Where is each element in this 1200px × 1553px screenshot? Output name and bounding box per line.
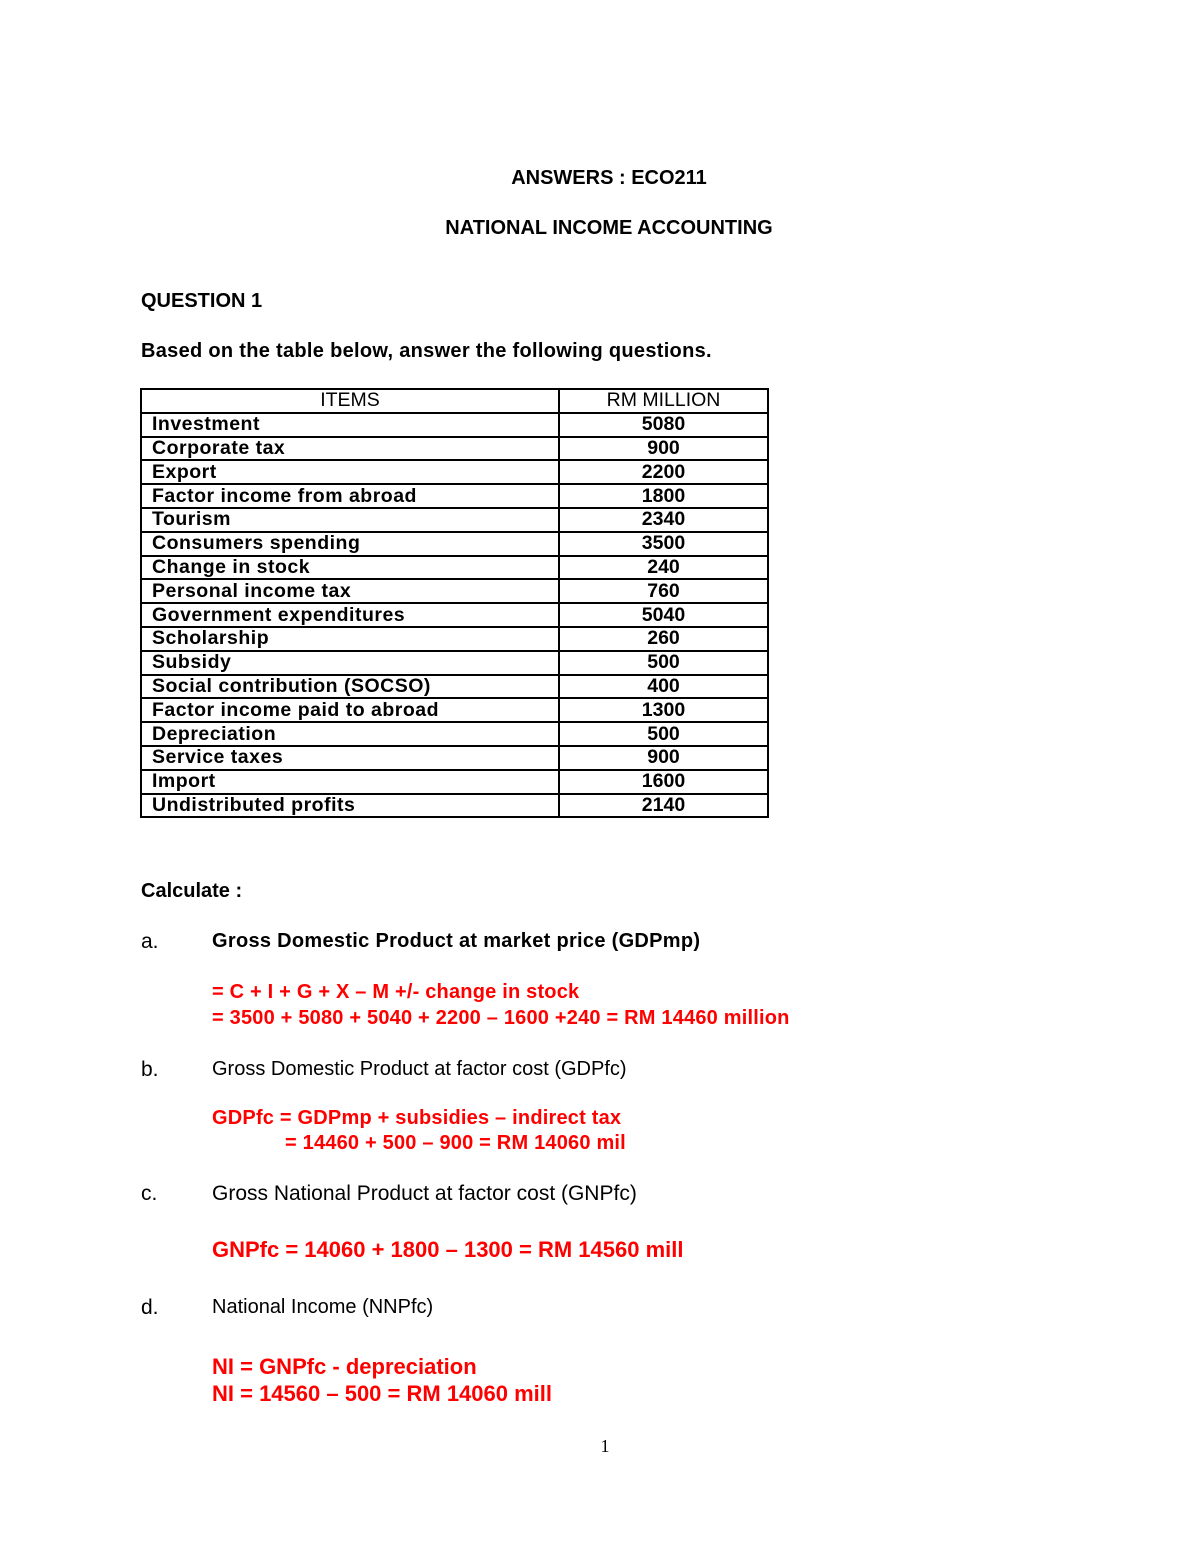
part-a-question: Gross Domestic Product at market price (GDPmp) <box>212 930 701 952</box>
table-cell-value: 900 <box>559 746 768 770</box>
table-cell-item: Personal income tax <box>141 579 559 603</box>
table-cell-item: Investment <box>141 413 559 437</box>
table-cell-item: Subsidy <box>141 651 559 675</box>
table-cell-item: Tourism <box>141 508 559 532</box>
table-row <box>141 532 768 556</box>
table-cell-item: Corporate tax <box>141 437 559 461</box>
part-b-answer-line2: = 14460 + 500 – 900 = RM 14060 mil <box>285 1132 626 1154</box>
part-c-letter: c. <box>141 1182 158 1205</box>
table-cell-item: Import <box>141 770 559 794</box>
table-cell-value: 1600 <box>559 770 768 794</box>
table-row <box>141 484 768 508</box>
table-cell-value: 260 <box>559 627 768 651</box>
table-cell-item: Service taxes <box>141 746 559 770</box>
table-cell-value: 2140 <box>559 794 768 818</box>
table-cell-item: Change in stock <box>141 556 559 580</box>
table-cell-value: 5040 <box>559 603 768 627</box>
table-cell-value: 3500 <box>559 532 768 556</box>
table-cell-value: 5080 <box>559 413 768 437</box>
column-header-rm-million: RM MILLION <box>559 389 768 413</box>
part-d-answer-line2: NI = 14560 – 500 = RM 14060 mill <box>212 1381 553 1406</box>
table-row <box>141 603 768 627</box>
column-header-items: ITEMS <box>141 389 559 413</box>
part-a-letter: a. <box>141 930 159 953</box>
question-instruction: Based on the table below, answer the following questions. <box>141 340 712 362</box>
table-cell-value: 500 <box>559 722 768 746</box>
part-d-answer-line1: NI = GNPfc - depreciation <box>212 1354 477 1379</box>
part-c-answer-line1: GNPfc = 14060 + 1800 – 1300 = RM 14560 mill <box>212 1237 684 1262</box>
part-d-letter: d. <box>141 1296 159 1319</box>
table-row <box>141 437 768 461</box>
table-cell-item: Export <box>141 460 559 484</box>
table-cell-value: 760 <box>559 579 768 603</box>
table-row <box>141 698 768 722</box>
table-row <box>141 627 768 651</box>
part-b-letter: b. <box>141 1058 159 1081</box>
table-row <box>141 508 768 532</box>
table-cell-item: Government expenditures <box>141 603 559 627</box>
table-cell-value: 2200 <box>559 460 768 484</box>
table-row <box>141 556 768 580</box>
calculate-label: Calculate : <box>141 880 243 902</box>
part-d-question: National Income (NNPfc) <box>212 1296 434 1318</box>
part-c-question: Gross National Product at factor cost (GNPfc) <box>212 1182 637 1205</box>
items-table <box>140 388 769 818</box>
table-row <box>141 794 768 818</box>
document-subtitle: NATIONAL INCOME ACCOUNTING <box>445 217 773 239</box>
part-a-answer-line2: = 3500 + 5080 + 5040 + 2200 – 1600 +240 = RM 14460 million <box>212 1007 790 1029</box>
table-cell-value: 400 <box>559 675 768 699</box>
table-cell-item: Factor income from abroad <box>141 484 559 508</box>
table-row <box>141 460 768 484</box>
table-cell-value: 240 <box>559 556 768 580</box>
table-row <box>141 651 768 675</box>
part-a-answer-line1: = C + I + G + X – M +/- change in stock <box>212 981 580 1003</box>
table-cell-value: 1800 <box>559 484 768 508</box>
document-title: ANSWERS : ECO211 <box>511 167 707 189</box>
table-row <box>141 746 768 770</box>
part-b-answer-line1: GDPfc = GDPmp + subsidies – indirect tax <box>212 1107 622 1129</box>
part-b-question: Gross Domestic Product at factor cost (GDPfc) <box>212 1058 627 1080</box>
table-cell-item: Depreciation <box>141 722 559 746</box>
table-body <box>141 413 768 818</box>
table-cell-item: Consumers spending <box>141 532 559 556</box>
table-row <box>141 675 768 699</box>
page-number: 1 <box>600 1436 610 1456</box>
table-cell-item: Undistributed profits <box>141 794 559 818</box>
table-row <box>141 722 768 746</box>
table-cell-value: 900 <box>559 437 768 461</box>
question-heading: QUESTION 1 <box>141 290 263 312</box>
table-cell-item: Social contribution (SOCSO) <box>141 675 559 699</box>
table-cell-item: Scholarship <box>141 627 559 651</box>
table-cell-value: 500 <box>559 651 768 675</box>
table-row <box>141 579 768 603</box>
table-cell-item: Factor income paid to abroad <box>141 698 559 722</box>
table-header-row <box>141 389 768 413</box>
table-cell-value: 1300 <box>559 698 768 722</box>
table-cell-value: 2340 <box>559 508 768 532</box>
table-row <box>141 770 768 794</box>
table-row <box>141 413 768 437</box>
